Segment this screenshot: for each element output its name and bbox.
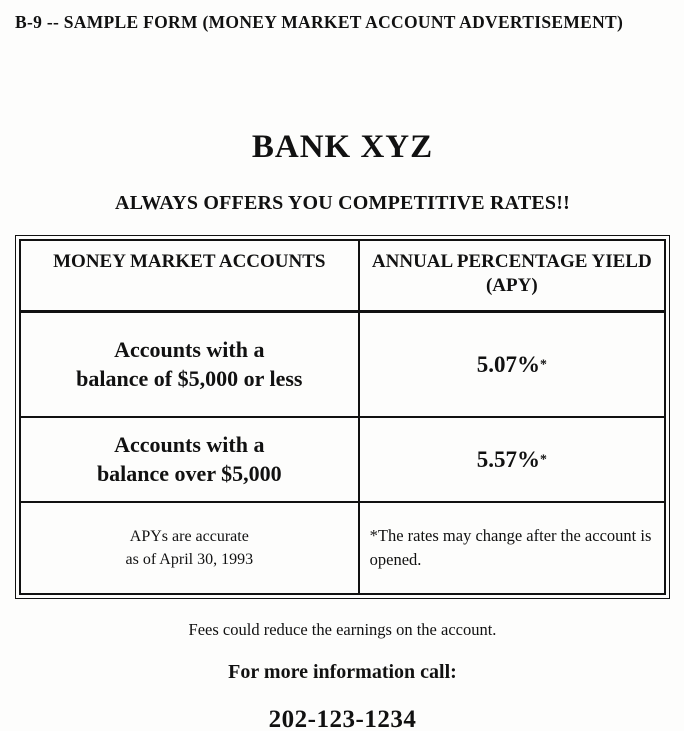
account-type-line2: balance over $5,000: [96, 460, 282, 486]
apy-accuracy-line2: as of April 30, 1993: [125, 551, 254, 568]
phone-number: 202-123-1234: [268, 706, 417, 731]
rate-change-note: *The rates may change after the account is opened.: [359, 502, 665, 594]
footnote-marker: *: [539, 356, 547, 372]
apy-value-cell: [359, 312, 665, 418]
table-row: [20, 312, 665, 418]
header-accounts: MONEY MARKET ACCOUNTS: [20, 240, 359, 312]
rate-table-header-row: [20, 240, 665, 312]
fees-disclosure: Fees could reduce the earnings on the account.: [188, 620, 497, 639]
footnote-marker: *: [539, 451, 547, 467]
account-type-cell: [20, 417, 359, 502]
rate-table: [19, 239, 666, 595]
apy-accuracy-line1: APYs are accurate: [129, 527, 249, 545]
account-type-line1: Accounts with a: [114, 336, 265, 362]
apy-value-cell: [359, 417, 665, 502]
account-type-line2: balance of $5,000 or less: [76, 365, 303, 391]
apy-value: 5.57%: [476, 446, 540, 472]
account-type-line1: Accounts with a: [114, 431, 265, 457]
form-label: B-9 -- SAMPLE FORM (MONEY MARKET ACCOUNT ADVERTISEMENT): [15, 12, 624, 32]
bank-name-title: BANK XYZ: [251, 129, 434, 165]
account-type-cell: [20, 312, 359, 418]
table-row: [20, 417, 665, 502]
apy-accuracy-cell: [20, 502, 359, 594]
apy-value: 5.07%: [476, 351, 540, 377]
header-apy: ANNUAL PERCENTAGE YIELD (APY): [359, 240, 665, 312]
rate-table-border: [15, 235, 670, 599]
table-footer-row: [20, 502, 665, 594]
tagline: ALWAYS OFFERS YOU COMPETITIVE RATES!!: [115, 192, 570, 214]
call-label: For more information call:: [228, 661, 457, 683]
